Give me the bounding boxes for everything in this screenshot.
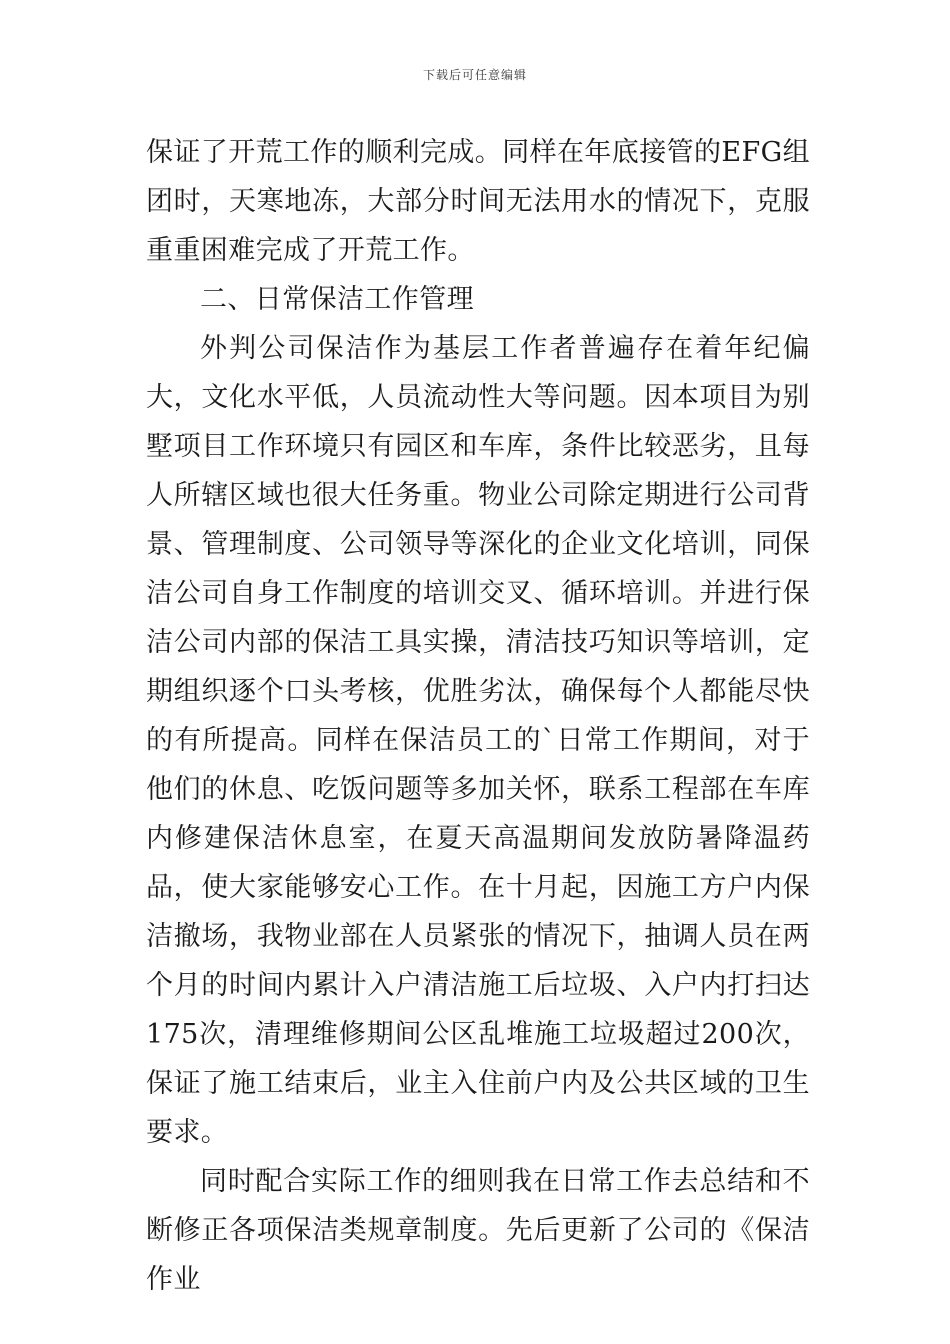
page-header: 下载后可任意编辑 xyxy=(422,68,527,82)
paragraph-regulations: 同时配合实际工作的细则我在日常工作去总结和不断修正各项保洁类规章制度。先后更新了公司的《保洁作业 xyxy=(146,1166,810,1295)
paragraph-daily-cleaning: 外判公司保洁作为基层工作者普遍存在着年纪偏大，文化水平低，人员流动性大等问题。因本项目为别墅项目工作环境只有园区和车库，条件比较恶劣，且每人所辖区域也很大任务重。物业公司除定期进行公司背景、管理制度、公司领导等深化的企业文化培训，同保洁公司自身工作制度的培训交叉、循环培训。并进行保洁公司内部的保洁工具实操，清洁技巧知识等培训，定期组织逐个口头考核，优胜劣汰，确保每个人都能尽快的有所提高。同样在保洁员工的`日常工作期间，对于他们的休息、吃饭问题等多加关怀，联系工程部在车库内修建保洁休息室，在夏天高温期间发放防暑降温药品，使大家能够安心工作。在十月起，因施工方户内保洁撤场，我物业部在人员紧张的情况下，抽调人员在两个月的时间内累计入户清洁施工后垃圾、入户内打扫达175次，清理维修期间公区乱堆施工垃圾超过200次，保证了施工结束后，业主入住前户内及公共区域的卫生要求。 xyxy=(146,333,810,1148)
paragraph-opening: 保证了开荒工作的顺利完成。同样在年底接管的EFG组团时，天寒地冻，大部分时间无法用水的情况下，克服重重困难完成了开荒工作。 xyxy=(146,137,811,266)
section-heading: 二、日常保洁工作管理 xyxy=(200,284,474,315)
document-body xyxy=(146,128,810,1304)
